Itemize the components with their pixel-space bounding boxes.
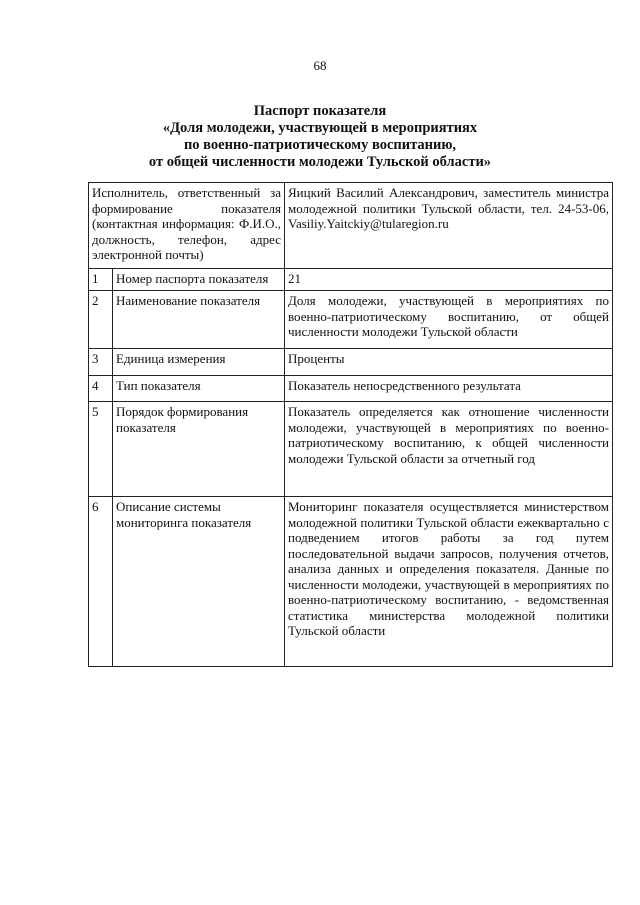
table-row [89,497,613,667]
row-label: Номер паспорта показателя [113,269,285,291]
title-line-3: по военно-патриотическому воспитанию, [183,137,457,153]
row-value: Показатель определяется как отношение численности молодежи, участвующей в мероприятиях по военно-патриотическому воспитанию, к общей численности молодежи Тульской области за отчетный год [285,402,613,497]
table-row-executor [89,183,613,269]
title-line-1: Паспорт показателя [253,103,387,119]
page-number: 68 [313,58,327,73]
row-value: Проценты [285,349,613,376]
row-label: Порядок формирования показателя [113,402,285,497]
row-number: 3 [89,349,113,376]
executor-value: Яицкий Василий Александрович, заместитель министра молодежной политики Тульской области, тел. 24-53-06, Vasiliy.Yaitckiy@tularegion.ru [285,183,613,269]
table-row [89,376,613,402]
table-row [89,349,613,376]
title-line-2: «Доля молодежи, участвующей в мероприятиях [162,120,478,136]
row-label: Описание системы мониторинга показателя [113,497,285,667]
row-value: 21 [285,269,613,291]
row-value: Показатель непосредственного результата [285,376,613,402]
row-label: Единица измерения [113,349,285,376]
indicator-passport-table [88,182,613,667]
document-title [60,103,580,171]
executor-label: Исполнитель, ответственный за формирование показателя (контактная информация: Ф.И.О., должность, телефон, адрес электронной почты) [89,183,285,269]
table-row [89,269,613,291]
table-row [89,291,613,349]
row-number: 5 [89,402,113,497]
row-value: Мониторинг показателя осуществляется министерством молодежной политики Тульской области ежеквартально с подведением итогов работы за год путем последовательной выдачи запросов, получения отчетов, анализа данных и определения показателя. Данные по численности молодежи, участвующей в мероприятиях по военно-патриотическому воспитанию, - ведомственная статистика министерства молодежной политики Тульской области [285,497,613,667]
row-number: 6 [89,497,113,667]
row-label: Тип показателя [113,376,285,402]
row-number: 2 [89,291,113,349]
row-label: Наименование показателя [113,291,285,349]
title-line-4: от общей численности молодежи Тульской области» [148,154,492,170]
table-row [89,402,613,497]
row-value: Доля молодежи, участвующей в мероприятиях по военно-патриотическому воспитанию, от общей численности молодежи Тульской области [285,291,613,349]
row-number: 4 [89,376,113,402]
row-number: 1 [89,269,113,291]
